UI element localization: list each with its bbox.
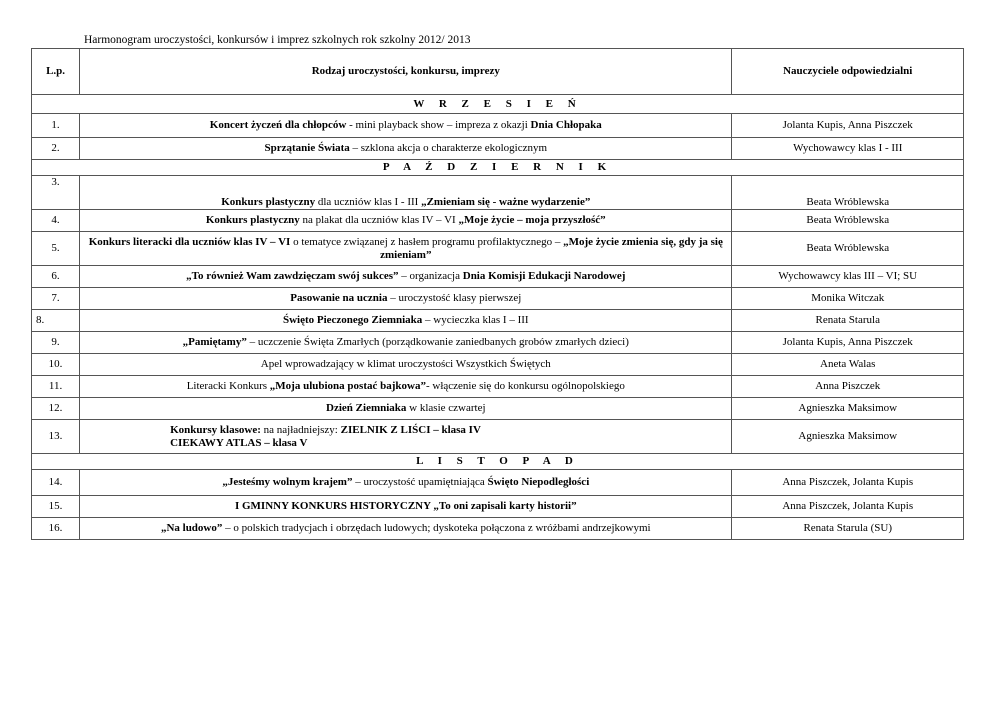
event-highlight: Konkurs plastyczny	[205, 214, 300, 226]
table-row	[32, 310, 964, 332]
row-number: 3.	[32, 176, 80, 210]
event-highlight: Święto Pieczonego Ziemniaka	[282, 314, 423, 326]
event-text: Apel wprowadzający w klimat uroczystości Wszystkich Świętych	[260, 358, 551, 370]
month-row	[32, 160, 964, 176]
row-number: 7.	[32, 288, 80, 310]
table-row	[32, 266, 964, 288]
event-highlight: ZIELNIK Z LIŚCI – klasa IV	[340, 423, 481, 436]
responsible-teachers: Renata Starula (SU)	[732, 518, 964, 540]
responsible-teachers: Beata Wróblewska	[732, 176, 964, 210]
event-highlight: CIEKAWY ATLAS – klasa V	[170, 436, 308, 449]
event-description	[80, 232, 732, 266]
responsible-teachers: Anna Piszczek, Jolanta Kupis	[732, 470, 964, 496]
event-description	[80, 332, 732, 354]
responsible-teachers: Jolanta Kupis, Anna Piszczek	[732, 332, 964, 354]
row-number: 13.	[32, 420, 80, 454]
row-number: 11.	[32, 376, 80, 398]
responsible-teachers: Anna Piszczek, Jolanta Kupis	[732, 496, 964, 518]
responsible-teachers: Monika Witczak	[732, 288, 964, 310]
event-text: - włączenie się do konkursu ogólnopolskiego	[425, 380, 625, 392]
table-row	[32, 470, 964, 496]
table-row	[32, 496, 964, 518]
event-description	[80, 518, 732, 540]
event-text: w klasie czwartej	[406, 402, 486, 414]
event-highlight: „Moje życie – moja przyszłość”	[458, 214, 606, 226]
table-row	[32, 176, 964, 210]
event-highlight: I GMINNY KONKURS HISTORYCZNY „To oni zapisali karty historii”	[234, 500, 577, 512]
event-highlight: Dzień Ziemniaka	[326, 402, 407, 414]
table-row	[32, 332, 964, 354]
table-row	[32, 288, 964, 310]
row-number: 6.	[32, 266, 80, 288]
event-description	[80, 210, 732, 232]
row-number: 1.	[32, 114, 80, 138]
responsible-teachers: Aneta Walas	[732, 354, 964, 376]
table-row	[32, 420, 964, 454]
event-text: – wycieczka klas I – III	[422, 314, 529, 326]
event-highlight: Konkursy klasowe:	[170, 423, 261, 436]
event-highlight: Konkurs literacki dla uczniów klas IV – VI	[88, 235, 291, 248]
row-number: 15.	[32, 496, 80, 518]
event-text: na najładniejszy:	[260, 423, 341, 436]
event-highlight: „Zmieniam się - ważne wydarzenie”	[421, 196, 591, 208]
responsible-teachers: Renata Starula	[732, 310, 964, 332]
event-text: o tematyce związanej z hasłem programu profilaktycznego –	[290, 235, 564, 248]
event-description	[80, 376, 732, 398]
event-description	[80, 266, 732, 288]
event-description	[80, 470, 732, 496]
responsible-teachers: Jolanta Kupis, Anna Piszczek	[732, 114, 964, 138]
event-text: Literacki Konkurs	[186, 380, 270, 392]
month-row	[32, 95, 964, 114]
header-rodzaj: Rodzaj uroczystości, konkursu, imprezy	[80, 49, 732, 95]
header-nauczyciele: Nauczyciele odpowiedzialni	[732, 49, 964, 95]
event-highlight: „Jesteśmy wolnym krajem”	[222, 476, 353, 488]
responsible-teachers: Beata Wróblewska	[732, 210, 964, 232]
event-highlight: Święto Niepodległości	[487, 476, 590, 488]
responsible-teachers: Wychowawcy klas III – VI; SU	[732, 266, 964, 288]
event-description	[80, 114, 732, 138]
month-row	[32, 454, 964, 470]
table-row	[32, 354, 964, 376]
event-text: – organizacja	[398, 270, 463, 282]
event-highlight: „Na ludowo”	[160, 522, 223, 534]
table-row	[32, 376, 964, 398]
table-row	[32, 398, 964, 420]
month-label: P A Ź D Z I E R N I K	[32, 160, 964, 176]
event-highlight: „Moje życie zmienia się, gdy ja się zmieniam”	[380, 235, 723, 261]
row-number: 10.	[32, 354, 80, 376]
schedule-table	[31, 48, 964, 540]
event-highlight: Dnia Chłopaka	[530, 119, 602, 131]
table-row	[32, 232, 964, 266]
event-highlight: „Moja ulubiona postać bajkowa”	[269, 380, 426, 392]
event-description	[80, 176, 732, 210]
event-highlight: Pasowanie na ucznia	[290, 292, 388, 304]
table-row	[32, 210, 964, 232]
row-number: 12.	[32, 398, 80, 420]
event-description	[80, 420, 732, 454]
row-number: 14.	[32, 470, 80, 496]
table-row	[32, 114, 964, 138]
event-description	[80, 138, 732, 160]
month-label: W R Z E S I E Ń	[32, 95, 964, 114]
row-number: 16.	[32, 518, 80, 540]
event-text: – uroczystość upamiętniająca	[352, 476, 488, 488]
table-header-row	[32, 49, 964, 95]
event-text: – uroczystość klasy pierwszej	[387, 292, 522, 304]
event-highlight: „Pamiętamy”	[182, 336, 247, 348]
table-row	[32, 518, 964, 540]
event-highlight: Koncert życzeń dla chłopców	[209, 119, 347, 131]
row-number: 5.	[32, 232, 80, 266]
responsible-teachers: Beata Wróblewska	[732, 232, 964, 266]
event-text: – szklona akcja o charakterze ekologicznym	[349, 142, 548, 154]
event-text: - mini playback show – impreza z okazji	[346, 119, 531, 131]
event-highlight: Dnia Komisji Edukacji Narodowej	[462, 270, 626, 282]
row-number: 8.	[32, 310, 80, 332]
event-highlight: Konkurs plastyczny	[221, 196, 316, 208]
event-description	[80, 288, 732, 310]
row-number: 4.	[32, 210, 80, 232]
event-text: dla uczniów klas I - III	[315, 196, 422, 208]
row-number: 9.	[32, 332, 80, 354]
event-description	[80, 310, 732, 332]
event-highlight: Sprzątanie Świata	[264, 142, 350, 154]
event-text: – o polskich tradycjach i obrzędach ludowych; dyskoteka połączona z wróżbami andrzejkowymi	[222, 522, 651, 534]
month-label: L I S T O P A D	[32, 454, 964, 470]
header-lp: L.p.	[32, 49, 80, 95]
responsible-teachers: Agnieszka Maksimow	[732, 420, 964, 454]
table-row	[32, 138, 964, 160]
event-highlight: „To również Wam zawdzięczam swój sukces”	[186, 270, 399, 282]
table-body	[32, 95, 964, 540]
responsible-teachers: Anna Piszczek	[732, 376, 964, 398]
event-description	[80, 496, 732, 518]
event-text: – uczczenie Święta Zmarłych (porządkowanie zaniedbanych grobów zmarłych dzieci)	[246, 336, 629, 348]
event-text: na plakat dla uczniów klas IV – VI	[299, 214, 459, 226]
event-description	[80, 398, 732, 420]
event-description	[80, 354, 732, 376]
row-number: 2.	[32, 138, 80, 160]
document-title: Harmonogram uroczystości, konkursów i imprez szkolnych rok szkolny 2012/ 2013	[84, 34, 471, 46]
responsible-teachers: Wychowawcy klas I - III	[732, 138, 964, 160]
responsible-teachers: Agnieszka Maksimow	[732, 398, 964, 420]
